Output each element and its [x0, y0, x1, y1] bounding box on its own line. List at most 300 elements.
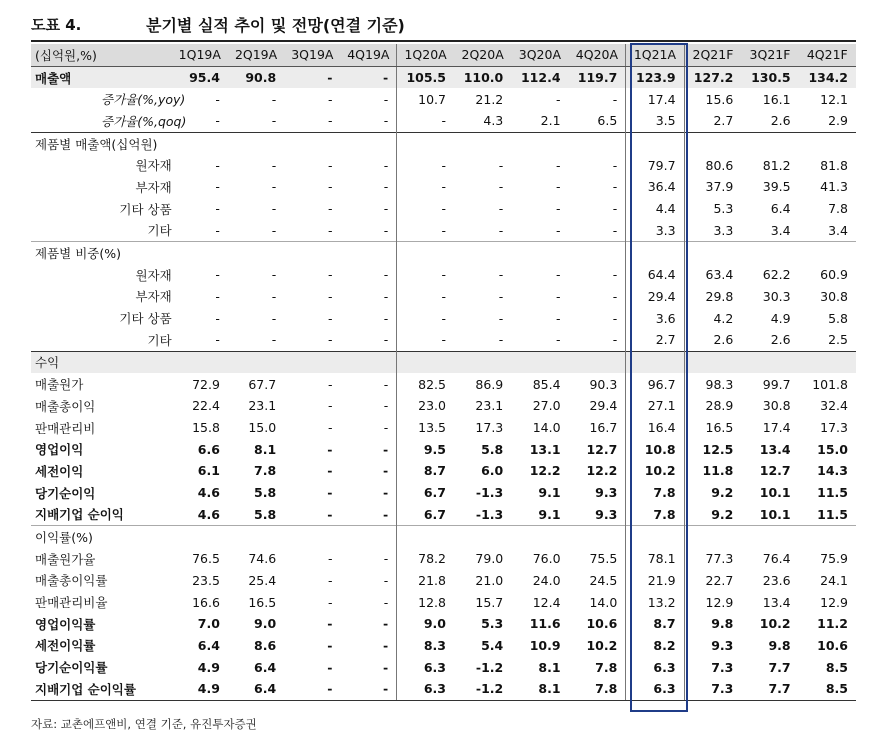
- table-cell: 3.6: [626, 307, 684, 329]
- row-label: 세전이익: [35, 463, 84, 479]
- table-cell: [626, 526, 684, 548]
- table-cell: -: [327, 91, 333, 107]
- table-cell: [454, 526, 511, 548]
- table-cell: 11.2: [817, 616, 848, 632]
- table-cell: 12.2: [569, 460, 626, 482]
- table-cell: 11.5: [817, 485, 848, 501]
- table-cell: [511, 132, 568, 154]
- row-label: 기타: [147, 332, 172, 348]
- table-cell: -: [556, 201, 561, 217]
- table-cell: -: [441, 310, 446, 326]
- table-row: [31, 154, 856, 176]
- table-cell: 29.4: [569, 395, 626, 417]
- table-cell: 81.2: [762, 157, 791, 173]
- row-label: 세전이익률: [35, 638, 96, 654]
- table-cell: -1.3: [475, 485, 504, 501]
- table-cell: -: [569, 286, 626, 308]
- table-cell: 63.4: [705, 267, 734, 283]
- table-cell: [340, 526, 396, 548]
- header-period: 4Q20A: [569, 44, 626, 66]
- table-cell: 96.7: [626, 373, 684, 395]
- row-label: 기타: [147, 223, 172, 239]
- table-cell: 6.1: [197, 463, 220, 479]
- table-cell: -: [569, 307, 626, 329]
- table-cell: 13.5: [418, 420, 446, 436]
- table-cell: 11.8: [702, 463, 734, 479]
- table-row: [31, 351, 856, 373]
- table-cell: -: [441, 332, 446, 348]
- table-cell: -1.3: [475, 506, 504, 522]
- table-cell: 5.8: [828, 310, 848, 326]
- table-cell: [284, 526, 340, 548]
- table-cell: -: [340, 678, 396, 700]
- table-cell: -: [340, 66, 396, 88]
- table-cell: 6.4: [197, 637, 220, 653]
- table-row: [31, 66, 856, 88]
- table-cell: 75.5: [569, 548, 626, 570]
- table-cell: -: [340, 176, 396, 198]
- table-cell: -: [271, 113, 277, 129]
- table-cell: 6.4: [254, 659, 277, 675]
- table-row: [31, 678, 856, 700]
- source-note: 자료: 교촌에프앤비, 연결 기준, 유진투자증권: [31, 717, 257, 731]
- table-cell: [228, 526, 284, 548]
- row-label: 지배기업 순이익: [35, 507, 124, 523]
- table-cell: 60.9: [820, 267, 848, 283]
- table-cell: 8.6: [254, 637, 277, 653]
- table-cell: 12.2: [529, 463, 561, 479]
- table-cell: -: [441, 288, 446, 304]
- row-label: 기타 상품: [119, 311, 172, 327]
- table-cell: 7.7: [768, 659, 791, 675]
- table-cell: 9.2: [711, 485, 734, 501]
- table-cell: 24.5: [569, 570, 626, 592]
- table-cell: 41.3: [820, 179, 848, 195]
- table-cell: [284, 351, 340, 373]
- table-cell: -: [215, 332, 220, 348]
- table-cell: 64.4: [626, 264, 684, 286]
- table-cell: 7.8: [569, 656, 626, 678]
- table-cell: 80.6: [705, 157, 734, 173]
- table-cell: 2.5: [828, 332, 848, 348]
- row-label: 매출총이익률: [35, 573, 108, 589]
- table-cell: 14.0: [569, 591, 626, 613]
- table-cell: 4.2: [713, 310, 734, 326]
- table-row: [31, 526, 856, 548]
- table-cell: -: [340, 570, 396, 592]
- table-cell: 2.7: [626, 329, 684, 351]
- table-cell: [626, 351, 684, 373]
- table-cell: -: [556, 179, 561, 195]
- table-cell: 27.1: [626, 395, 684, 417]
- table-cell: 9.1: [538, 506, 561, 522]
- row-label: 영업이익: [35, 442, 84, 458]
- table-cell: 9.0: [254, 616, 277, 632]
- table-cell: [172, 242, 228, 264]
- table-cell: 79.0: [475, 551, 504, 567]
- table-cell: -: [327, 616, 333, 632]
- table-cell: [340, 132, 396, 154]
- table-cell: 15.6: [705, 91, 734, 107]
- table-cell: -: [215, 222, 220, 238]
- table-cell: 10.8: [626, 438, 684, 460]
- table-cell: 4.9: [172, 678, 228, 700]
- table-cell: [397, 526, 454, 548]
- table-cell: -: [498, 222, 504, 238]
- table-cell: [454, 132, 511, 154]
- table-cell: -: [556, 222, 561, 238]
- table-cell: 17.4: [762, 420, 791, 436]
- table-cell: -: [215, 267, 220, 283]
- table-cell: -: [327, 659, 333, 675]
- table-cell: -: [340, 307, 396, 329]
- table-cell: 23.0: [418, 398, 446, 414]
- table-cell: -: [556, 332, 561, 348]
- table-cell: [569, 526, 626, 548]
- table-row: [31, 286, 856, 308]
- table-cell: -: [441, 157, 446, 173]
- header-period: 4Q21F: [799, 44, 856, 66]
- table-cell: 9.2: [711, 506, 734, 522]
- table-cell: 13.2: [626, 591, 684, 613]
- table-cell: 9.1: [538, 485, 561, 501]
- table-cell: [397, 132, 454, 154]
- table-cell: 12.9: [705, 594, 734, 610]
- table-cell: 2.6: [770, 332, 791, 348]
- table-cell: 30.3: [762, 288, 791, 304]
- table-cell: -: [271, 179, 277, 195]
- table-cell: 10.1: [759, 506, 791, 522]
- header-unit: (십억원,%): [31, 44, 172, 66]
- table-cell: 4.4: [626, 198, 684, 220]
- table-cell: [569, 242, 626, 264]
- table-cell: 6.7: [423, 485, 446, 501]
- table-cell: 8.1: [511, 678, 568, 700]
- table-cell: 82.5: [418, 376, 446, 392]
- table-cell: 6.3: [626, 678, 684, 700]
- table-cell: -: [327, 267, 333, 283]
- table-cell: -: [340, 591, 396, 613]
- table-cell: -: [569, 220, 626, 242]
- table-cell: -: [327, 594, 333, 610]
- table-row: [31, 329, 856, 351]
- table-row: [31, 395, 856, 417]
- table-cell: -: [340, 154, 396, 176]
- table-cell: 4.6: [197, 506, 220, 522]
- table-cell: [799, 132, 856, 154]
- table-cell: 6.7: [423, 506, 446, 522]
- table-row: [31, 548, 856, 570]
- table-cell: -: [327, 637, 333, 653]
- table-cell: -: [498, 201, 504, 217]
- table-cell: 36.4: [626, 176, 684, 198]
- table-cell: [684, 242, 741, 264]
- table-cell: -: [215, 91, 220, 107]
- table-cell: 28.9: [705, 398, 734, 414]
- row-label: 기타 상품: [119, 201, 172, 217]
- table-cell: 5.8: [254, 485, 277, 501]
- table-cell: 17.4: [626, 88, 684, 110]
- table-cell: [340, 242, 396, 264]
- table-cell: 10.2: [626, 460, 684, 482]
- table-cell: 9.3: [569, 482, 626, 504]
- row-label: 지배기업 순이익률: [31, 678, 172, 700]
- table-cell: 10.1: [759, 485, 791, 501]
- table-cell: [511, 526, 568, 548]
- table-cell: [228, 242, 284, 264]
- table-cell: [741, 351, 798, 373]
- table-cell: 8.7: [423, 463, 446, 479]
- table-row: [31, 176, 856, 198]
- table-cell: 7.7: [741, 678, 798, 700]
- table-cell: 123.9: [626, 66, 684, 88]
- table-cell: 10.7: [418, 91, 446, 107]
- table-cell: -: [340, 438, 396, 460]
- table-cell: [228, 351, 284, 373]
- table-cell: -: [556, 91, 561, 107]
- table-cell: 12.9: [820, 594, 848, 610]
- table-cell: -: [215, 310, 220, 326]
- table-cell: -: [327, 288, 333, 304]
- table-cell: -: [441, 267, 446, 283]
- table-cell: 16.4: [626, 417, 684, 439]
- table-cell: 7.3: [711, 659, 734, 675]
- table-cell: -: [327, 441, 333, 457]
- table-cell: -: [327, 222, 333, 238]
- table-row: [31, 307, 856, 329]
- row-label: 부자재: [135, 179, 172, 195]
- row-label: 제품별 매출액(십억원): [31, 132, 172, 154]
- table-cell: 10.6: [817, 637, 848, 653]
- table-cell: 3.3: [626, 220, 684, 242]
- row-label: 매출원가율: [35, 551, 96, 567]
- table-cell: 16.1: [762, 91, 791, 107]
- table-cell: 15.0: [248, 420, 277, 436]
- table-cell: [511, 242, 568, 264]
- table-cell: -: [327, 310, 333, 326]
- table-cell: -: [569, 264, 626, 286]
- row-label: 이익률(%): [31, 526, 172, 548]
- table-cell: -: [569, 198, 626, 220]
- table-cell: -: [556, 288, 561, 304]
- table-cell: [454, 242, 511, 264]
- table-cell: 30.8: [820, 288, 848, 304]
- table-cell: 6.4: [770, 201, 791, 217]
- table-cell: -: [327, 179, 333, 195]
- table-cell: 7.8: [626, 482, 684, 504]
- table-row: [31, 591, 856, 613]
- table-cell: 6.3: [423, 659, 446, 675]
- table-cell: -: [498, 288, 504, 304]
- table-cell: 85.4: [532, 376, 561, 392]
- table-cell: -: [569, 176, 626, 198]
- table-cell: 12.8: [418, 594, 446, 610]
- table-cell: 62.2: [762, 267, 791, 283]
- table-cell: 5.3: [713, 201, 734, 217]
- table-cell: 24.1: [820, 572, 848, 588]
- table-cell: 2.1: [540, 113, 561, 129]
- table-cell: [569, 132, 626, 154]
- table-cell: 12.5: [702, 441, 734, 457]
- table-cell: 6.6: [197, 441, 220, 457]
- table-cell: 7.8: [626, 503, 684, 525]
- table-cell: -: [340, 548, 396, 570]
- table-cell: -: [271, 267, 277, 283]
- table-cell: 3.4: [770, 222, 791, 238]
- table-row: [31, 417, 856, 439]
- table-cell: 9.3: [569, 503, 626, 525]
- table-cell: [284, 132, 340, 154]
- table-cell: 12.7: [569, 438, 626, 460]
- table-cell: -: [340, 110, 396, 132]
- table-cell: [340, 351, 396, 373]
- table-cell: 110.0: [454, 66, 511, 88]
- table-cell: -: [327, 572, 333, 588]
- table-row: [31, 656, 856, 678]
- table-cell: 10.9: [529, 637, 561, 653]
- table-cell: 3.5: [626, 110, 684, 132]
- header-period: 2Q20A: [454, 44, 511, 66]
- table-row: [31, 88, 856, 110]
- table-cell: 5.8: [481, 441, 504, 457]
- table-cell: 95.4: [172, 66, 228, 88]
- table-cell: 79.7: [626, 154, 684, 176]
- row-label: 제품별 비중(%): [31, 242, 172, 264]
- table-cell: -: [340, 198, 396, 220]
- table-cell: 119.7: [569, 66, 626, 88]
- header-period: 3Q21F: [741, 44, 798, 66]
- table-row: [31, 635, 856, 657]
- table-cell: [741, 242, 798, 264]
- table-cell: 127.2: [684, 66, 741, 88]
- table-cell: -: [271, 157, 277, 173]
- header-period: 3Q19A: [284, 44, 340, 66]
- table-cell: [684, 526, 741, 548]
- table-cell: 7.8: [254, 463, 277, 479]
- table-cell: 76.5: [192, 551, 220, 567]
- table-cell: 10.6: [569, 613, 626, 635]
- table-cell: 7.8: [569, 678, 626, 700]
- table-cell: [284, 242, 340, 264]
- table-cell: 2.9: [828, 113, 848, 129]
- table-cell: 24.0: [532, 572, 561, 588]
- table-cell: 74.6: [248, 551, 277, 567]
- table-cell: 21.8: [418, 572, 446, 588]
- table-cell: -: [327, 463, 333, 479]
- table-cell: -: [340, 395, 396, 417]
- table-cell: -1.2: [475, 659, 504, 675]
- table-cell: 4.6: [197, 485, 220, 501]
- table-cell: 86.9: [475, 376, 504, 392]
- table-cell: 101.8: [812, 376, 848, 392]
- table-cell: 78.1: [626, 548, 684, 570]
- table-cell: -: [340, 503, 396, 525]
- table-cell: -: [340, 286, 396, 308]
- table-cell: -: [556, 267, 561, 283]
- row-label: 원자재: [135, 158, 172, 174]
- table-cell: -: [271, 310, 277, 326]
- table-cell: -: [340, 329, 396, 351]
- table-cell: [228, 132, 284, 154]
- table-cell: -: [284, 66, 340, 88]
- table-cell: 15.0: [817, 441, 848, 457]
- table-cell: 13.1: [529, 441, 561, 457]
- table-cell: -: [441, 113, 446, 129]
- row-label: 당기순이익률: [35, 660, 108, 676]
- header-period: 3Q20A: [511, 44, 568, 66]
- table-cell: -: [556, 310, 561, 326]
- table-cell: 98.3: [705, 376, 734, 392]
- table-cell: -: [498, 157, 504, 173]
- table-cell: 7.0: [197, 616, 220, 632]
- table-cell: 90.8: [228, 66, 284, 88]
- table-cell: [172, 526, 228, 548]
- table-cell: [684, 132, 741, 154]
- table-cell: [684, 351, 741, 373]
- table-cell: -1.2: [454, 678, 511, 700]
- table-cell: 13.4: [759, 441, 791, 457]
- header-period: 2Q19A: [228, 44, 284, 66]
- table-cell: 2.7: [713, 113, 734, 129]
- table-row: [31, 220, 856, 242]
- row-label: 영업이익률: [35, 616, 96, 632]
- table-cell: [626, 132, 684, 154]
- table-cell: 32.4: [820, 398, 848, 414]
- table-row: [31, 198, 856, 220]
- table-cell: [397, 242, 454, 264]
- table-cell: 25.4: [248, 572, 277, 588]
- table-cell: 4.3: [483, 113, 504, 129]
- row-label: 부자재: [135, 289, 172, 305]
- table-cell: 37.9: [705, 179, 734, 195]
- table-cell: -: [340, 482, 396, 504]
- table-cell: 10.2: [569, 635, 626, 657]
- table-cell: 81.8: [820, 157, 848, 173]
- header-period: 1Q20A: [397, 44, 454, 66]
- table-cell: 2.6: [770, 113, 791, 129]
- table-cell: -: [340, 417, 396, 439]
- table-cell: 6.3: [397, 678, 454, 700]
- table-cell: -: [215, 157, 220, 173]
- table-cell: -: [215, 288, 220, 304]
- table-cell: -: [340, 613, 396, 635]
- table-cell: -: [215, 201, 220, 217]
- table-cell: -: [327, 551, 333, 567]
- table-row: [31, 242, 856, 264]
- table-cell: 29.4: [626, 286, 684, 308]
- table-cell: 3.4: [828, 222, 848, 238]
- table-cell: -: [441, 179, 446, 195]
- table-cell: 23.5: [192, 572, 220, 588]
- table-cell: 67.7: [248, 376, 277, 392]
- table-cell: -: [340, 264, 396, 286]
- table-cell: -: [327, 113, 333, 129]
- table-cell: 11.5: [817, 506, 848, 522]
- table-cell: 9.3: [711, 637, 734, 653]
- table-cell: 11.6: [529, 616, 561, 632]
- row-label: 매출총이익: [35, 398, 96, 414]
- table-cell: 2.6: [713, 332, 734, 348]
- table-cell: 4.9: [197, 659, 220, 675]
- table-cell: 72.9: [192, 376, 220, 392]
- figure-header: [31, 8, 851, 38]
- table-row: [31, 438, 856, 460]
- table-cell: [397, 351, 454, 373]
- table-cell: -: [340, 88, 396, 110]
- table-cell: [569, 351, 626, 373]
- table-cell: -: [498, 179, 504, 195]
- table-cell: 76.4: [762, 551, 791, 567]
